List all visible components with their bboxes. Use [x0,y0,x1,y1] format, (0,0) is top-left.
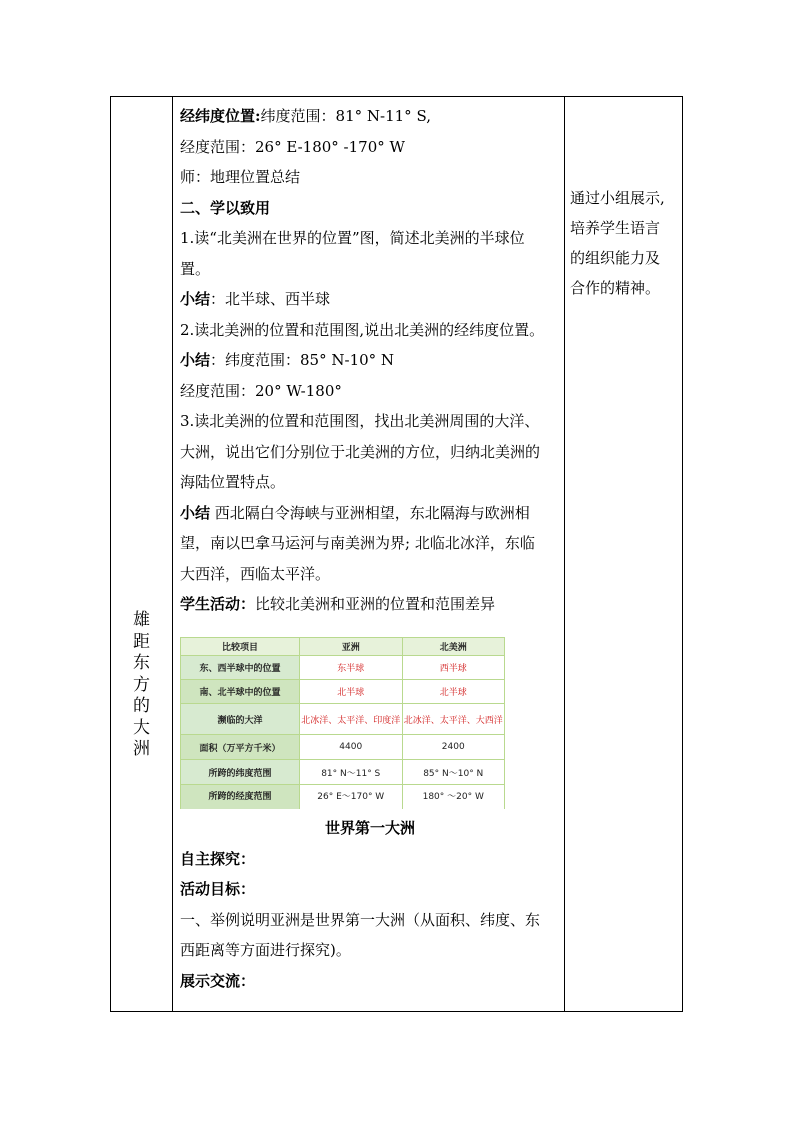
title-char: 东 [133,653,150,673]
summary-1: 小结：北半球、西半球 [180,290,331,308]
coordinate-position-line: 经纬度位置:纬度范围：81° N-11° S, [180,107,431,125]
column-divider-right [564,97,565,1011]
summary-3-end: 大西洋，西临太平洋。 [180,564,331,583]
header-item: 比较项目 [181,638,300,656]
table-row [181,704,505,735]
north-america-value: 180° ～20° W [402,785,505,810]
section-label-column [111,97,172,1011]
intent-line: 培养学生语言 [570,219,661,237]
table-row [181,735,505,760]
row-label: 濒临的大洋 [181,704,300,735]
longitude-range-line: 经度范围：26° E-180° -170° W [180,137,405,156]
intent-line: 合作的精神。 [570,279,661,297]
vertical-section-title [111,610,172,761]
intent-line: 通过小组展示, [570,189,665,207]
title-char: 的 [133,696,150,716]
title-char: 雄 [133,610,150,630]
title-char: 洲 [133,739,150,759]
asia-value: 北半球 [300,680,403,704]
question-1-cont: 置。 [180,259,211,278]
section-heading-apply: 二、学以致用 [180,198,271,217]
asia-value: 北冰洋、太平洋、印度洋 [300,704,403,735]
comparison-table-clip [179,635,509,809]
question-2: 2.读北美洲的位置和范围图,说出北美洲的经纬度位置。 [180,320,545,339]
question-3-end: 海陆位置特点。 [180,473,286,491]
student-activity: 学生活动：比较北美洲和亚洲的位置和范围差异 [180,595,496,613]
row-label: 东、西半球中的位置 [181,656,300,680]
summary-3-cont: 望，南以巴拿马运河与南美洲为界; 北临北冰洋，东临 [180,534,535,552]
summary-3: 小结 西北隔白令海峡与亚洲相望，东北隔海与欧洲相 [180,503,530,522]
row-label: 南、北半球中的位置 [181,680,300,704]
teacher-summary-line: 师：地理位置总结 [180,168,301,186]
summary-2-longitude: 经度范围：20° W-180° [180,381,342,400]
lesson-table [110,96,683,1012]
north-america-value: 北冰洋、太平洋、大西洋 [402,704,505,735]
table-header-row [181,638,505,656]
asia-value: 东半球 [300,656,403,680]
header-asia: 亚洲 [300,638,403,656]
table-row [181,656,505,680]
self-inquiry-heading: 自主探究： [180,849,256,868]
section-title: 世界第一大洲 [324,819,415,837]
summary-2: 小结：纬度范围：85° N-10° N [180,351,395,369]
intent-line: 的组织能力及 [570,249,661,267]
north-america-value: 北半球 [402,680,505,704]
table-row [181,760,505,785]
share-heading: 展示交流： [180,971,256,990]
row-label: 所跨的纬度范围 [181,760,300,785]
activity-goal-1: 一、举例说明亚洲是世界第一大洲（从面积、纬度、东 [180,910,541,929]
lesson-content [180,101,560,620]
question-3-cont: 大洲，说出它们分别位于北美洲的方位，归纳北美洲的 [180,442,541,461]
title-char: 方 [133,674,150,695]
north-america-value: 85° N～10° N [402,760,505,785]
north-america-value: 2400 [402,735,505,760]
table-row [181,680,505,704]
north-america-value: 西半球 [402,656,505,680]
activity-goal-1-cont: 西距离等方面进行探究)。 [180,941,351,959]
comparison-table [180,637,505,809]
activity-goal-heading: 活动目标： [180,880,256,898]
asia-value: 4400 [300,735,403,760]
asia-value: 26° E～170° W [300,785,403,810]
row-label: 面积（万平方千米） [181,735,300,760]
table-row [181,785,505,810]
column-divider-left [172,97,173,1011]
design-intent-column [570,183,680,303]
lesson-content-lower [180,813,560,996]
title-char: 大 [133,717,150,738]
question-1: 1.读“北美洲在世界的位置”图，简述北美洲的半球位 [180,229,525,247]
title-char: 距 [133,631,150,652]
question-3: 3.读北美洲的位置和范围图，找出北美洲周围的大洋、 [180,412,540,430]
asia-value: 81° N～11° S [300,760,403,785]
row-label: 所跨的经度范围 [181,785,300,810]
header-north-america: 北美洲 [402,638,505,656]
